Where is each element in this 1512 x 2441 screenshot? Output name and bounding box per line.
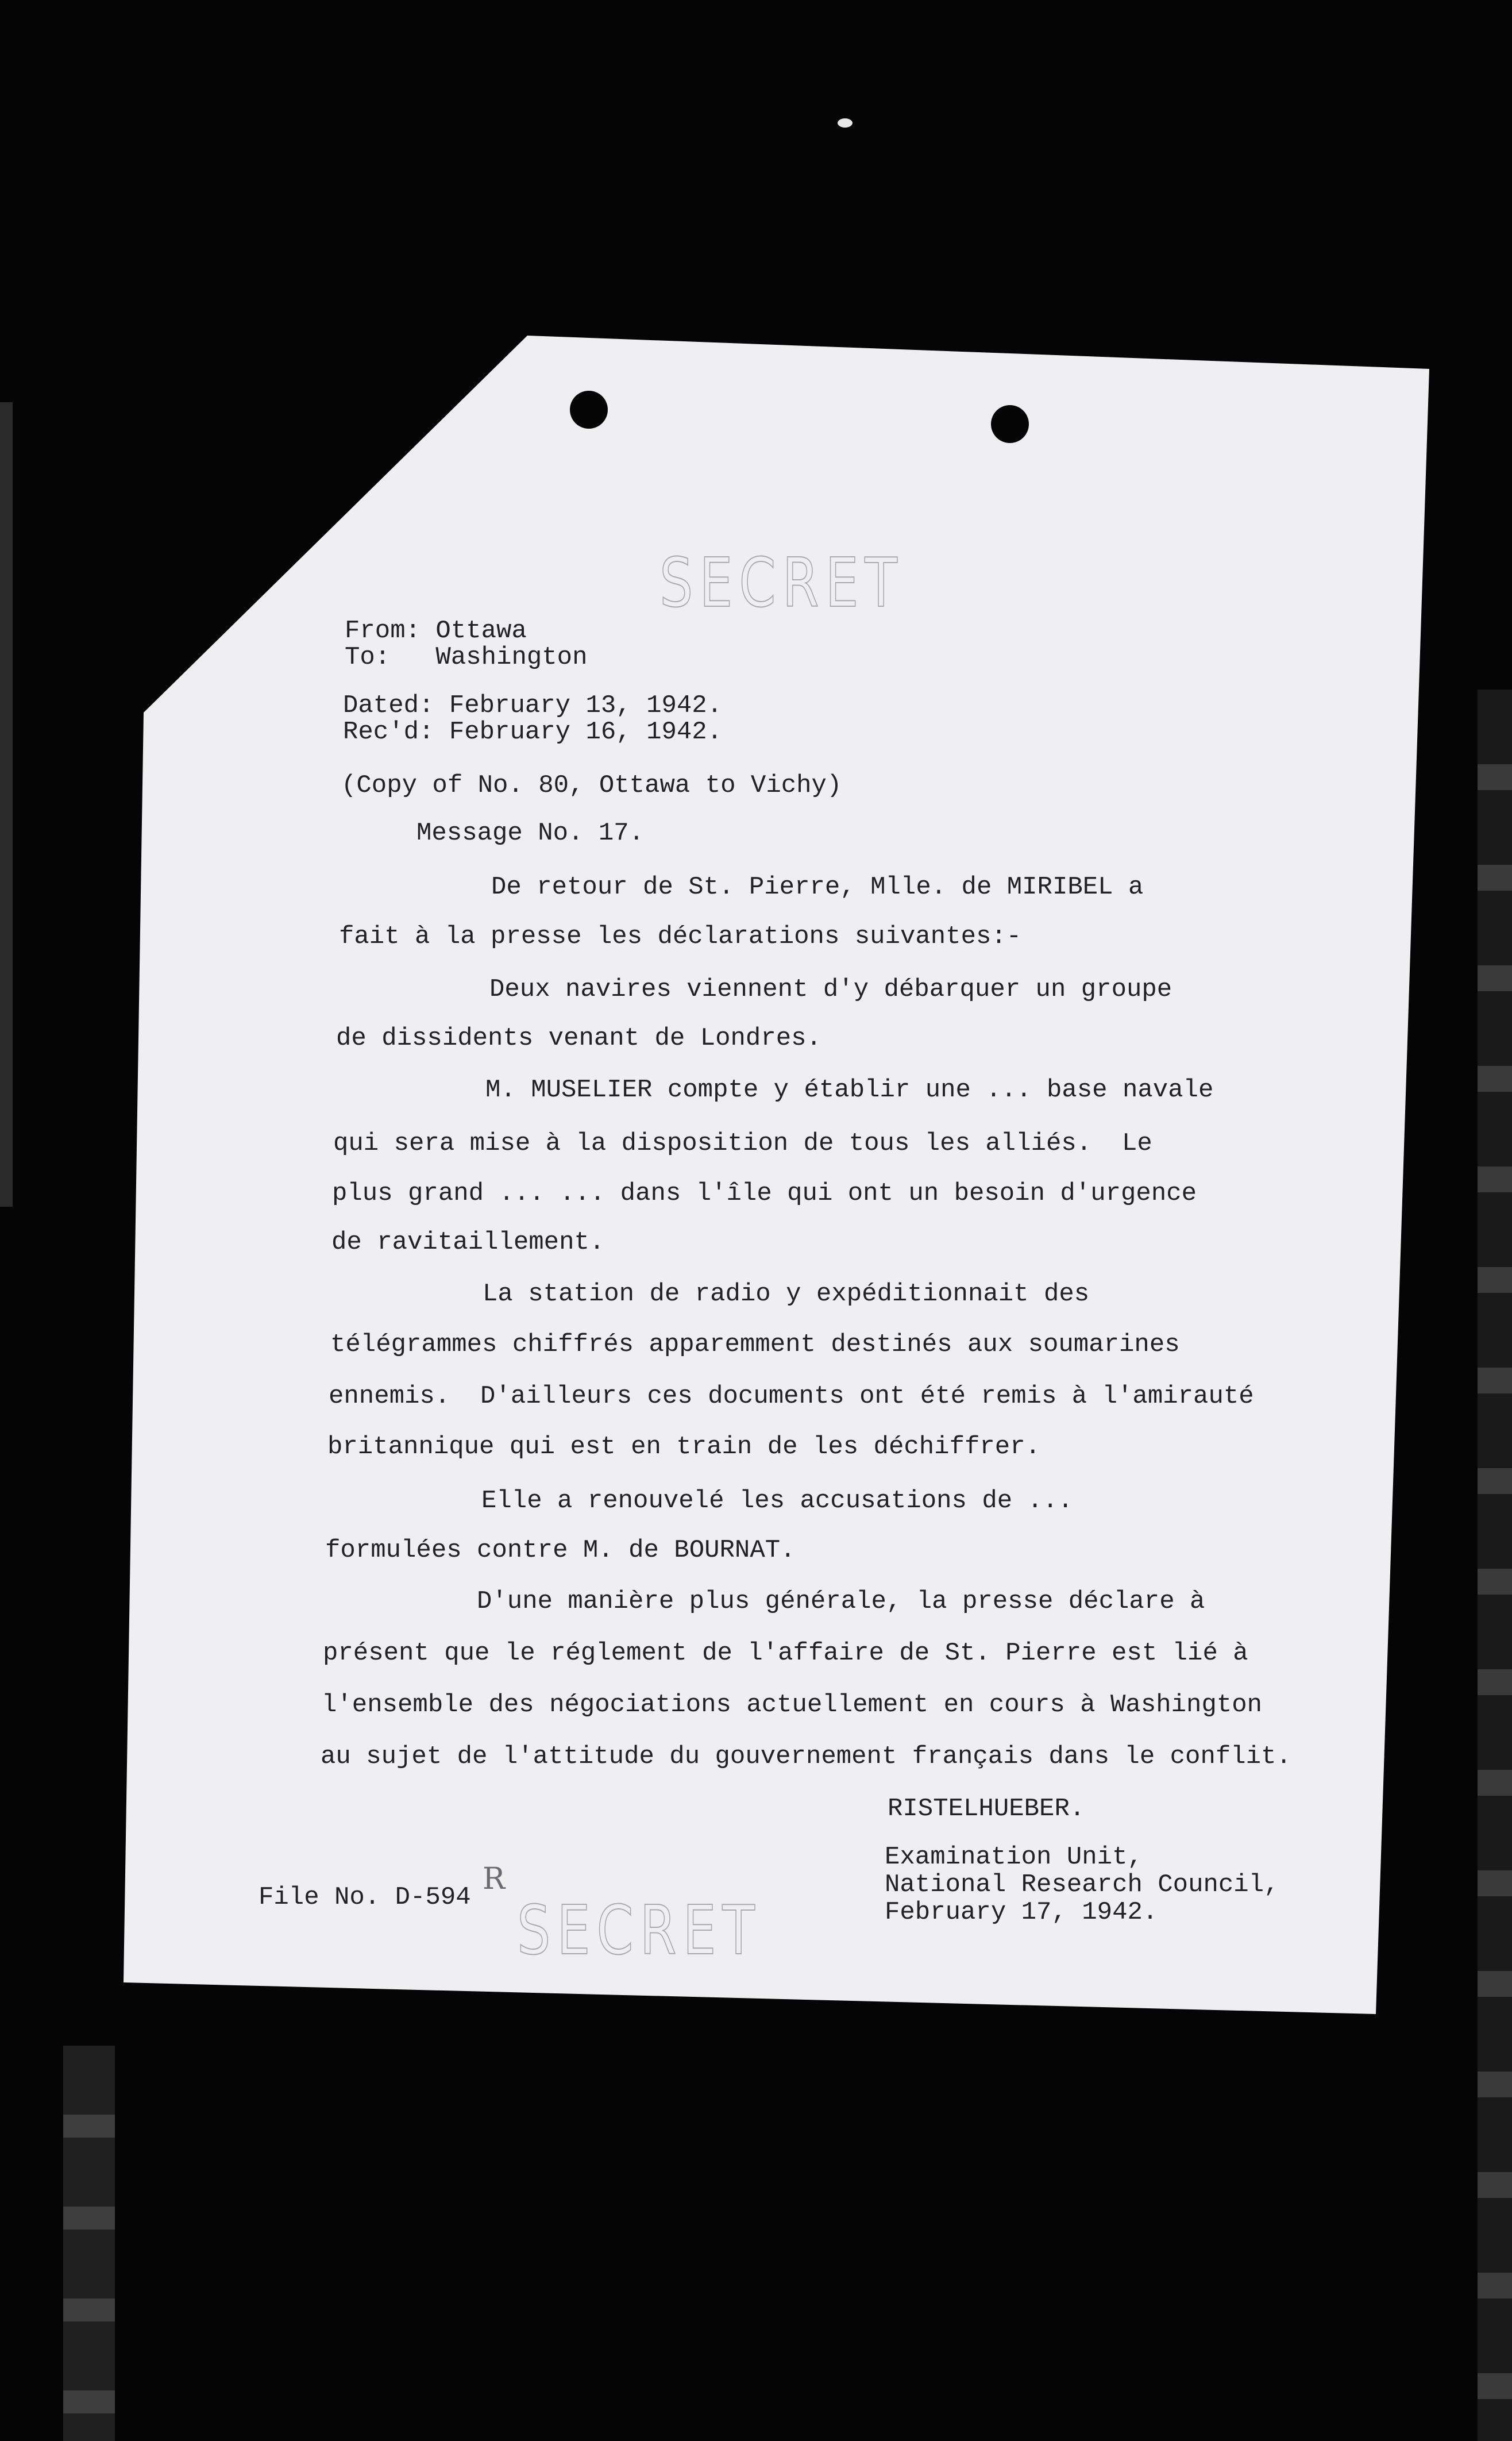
received-line: Rec'd: February 16, 1942. xyxy=(343,718,723,746)
body-line: M. MUSELIER compte y établir une ... base navale xyxy=(485,1076,1214,1104)
body-line: télégrammes chiffrés apparemment destinés aux soumarines xyxy=(330,1330,1180,1359)
body-line: ennemis. D'ailleurs ces documents ont été remis à l'amirauté xyxy=(329,1382,1254,1411)
body-line: Deux navires viennent d'y débarquer un groupe xyxy=(489,975,1172,1004)
footer-date: February 17, 1942. xyxy=(885,1898,1158,1927)
copy-of-line: (Copy of No. 80, Ottawa to Vichy) xyxy=(341,771,842,800)
body-line: La station de radio y expéditionnait des xyxy=(483,1280,1090,1308)
file-number: File No. D-594 xyxy=(259,1883,471,1912)
signature: RISTELHUEBER. xyxy=(888,1795,1085,1823)
dated-line: Dated: February 13, 1942. xyxy=(343,691,723,720)
punch-hole-left xyxy=(570,391,608,429)
to-line: To: Washington xyxy=(345,643,588,672)
file-annotation: R xyxy=(483,1862,506,1896)
body-line: plus grand ... ... dans l'île qui ont un besoin d'urgence xyxy=(332,1179,1197,1208)
body-line: au sujet de l'attitude du gouvernement français dans le conflit. xyxy=(321,1742,1291,1771)
body-line: qui sera mise à la disposition de tous les alliés. Le xyxy=(333,1129,1152,1158)
body-line: Elle a renouvelé les accusations de ... xyxy=(481,1487,1073,1515)
punch-hole-right xyxy=(991,405,1029,443)
body-line: formulées contre M. de BOURNAT. xyxy=(325,1536,796,1565)
body-line: britannique qui est en train de les déchiffrer. xyxy=(327,1433,1041,1461)
from-line: From: Ottawa xyxy=(345,617,527,645)
body-line: l'ensemble des négociations actuellement en cours à Washington xyxy=(322,1691,1263,1719)
body-line: fait à la presse les déclarations suivantes:- xyxy=(339,922,1022,951)
body-line: de dissidents venant de Londres. xyxy=(336,1024,821,1053)
body-line: D'une manière plus générale, la presse déclare à xyxy=(477,1587,1205,1616)
council-line: National Research Council, xyxy=(885,1870,1279,1899)
examination-unit-line: Examination Unit, xyxy=(885,1843,1143,1872)
secret-stamp-bottom: SECRET xyxy=(517,1891,761,1970)
body-line: de ravitaillement. xyxy=(331,1228,605,1257)
body-line: présent que le réglement de l'affaire de St. Pierre est lié à xyxy=(323,1639,1248,1668)
message-number: Message No. 17. xyxy=(416,819,645,848)
body-line: De retour de St. Pierre, Mlle. de MIRIBEL a xyxy=(491,873,1144,902)
secret-stamp-top: SECRET xyxy=(659,543,904,622)
